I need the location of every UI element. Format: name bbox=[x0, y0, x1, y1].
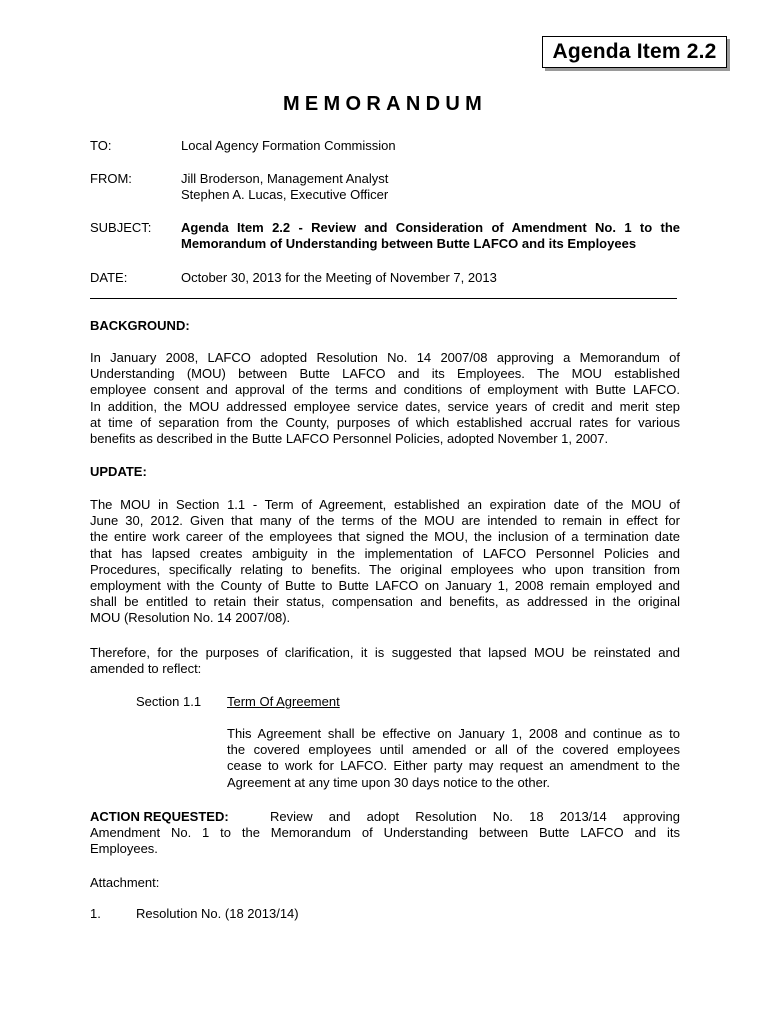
from-line: Jill Broderson, Management Analyst bbox=[181, 171, 389, 186]
paragraph-line: Agreement at any time upon 30 days notice to the other. bbox=[227, 774, 551, 790]
update-heading: UPDATE: bbox=[90, 464, 147, 479]
paragraph-line: MOU (Resolution No. 14 2007/08). bbox=[90, 610, 291, 626]
paragraph-line: that has lapsed creates ambiguity in the implementation of LAFCO Personnel Policies and bbox=[90, 545, 680, 561]
paragraph-line: employment with the County of Butte to Butte LAFCO on January 1, 2008 remain employed and bbox=[90, 578, 680, 594]
paragraph-line: In January 2008, LAFCO adopted Resolution No. 14 2007/08 approving a Memorandum of bbox=[90, 350, 680, 365]
paragraph-line: Understanding (MOU) between Butte LAFCO and its Employees. The MOU established bbox=[90, 366, 680, 382]
agenda-item-badge: Agenda Item 2.2 bbox=[542, 36, 727, 68]
from-value bbox=[181, 171, 680, 203]
background-paragraph bbox=[90, 350, 680, 447]
section-label: Section 1.1 bbox=[136, 694, 202, 709]
header-divider bbox=[90, 298, 677, 299]
paragraph-line: at time of separation from the County, purposes of which established accrual rates for various bbox=[90, 414, 680, 430]
therefore-paragraph bbox=[90, 645, 680, 677]
section-paragraph bbox=[227, 726, 680, 791]
attachment-label: Attachment: bbox=[90, 875, 160, 890]
section-title: Term Of Agreement bbox=[227, 694, 340, 709]
date-value: October 30, 2013 for the Meeting of November 7, 2013 bbox=[181, 270, 497, 285]
action-label: ACTION REQUESTED: bbox=[90, 809, 229, 824]
paragraph-line: Amendment No. 1 to the Memorandum of Understanding between Butte LAFCO and its bbox=[90, 825, 680, 841]
paragraph-line: the entire work career of the employees that signed the MOU, the inclusion of a termination date bbox=[90, 529, 680, 545]
paragraph-line: Procedures, specifically relating to benefits. The original employees who upon transition from bbox=[90, 561, 680, 577]
paragraph-line: amended to reflect: bbox=[90, 661, 202, 677]
paragraph-line: employee consent and approval of the terms and conditions of employment with Butte LAFCO. bbox=[90, 382, 680, 398]
paragraph-line: June 30, 2012. Given that many of the terms of the MOU are intended to remain in effect for bbox=[90, 513, 680, 529]
date-label: DATE: bbox=[90, 270, 128, 285]
to-label: TO: bbox=[90, 138, 112, 153]
subject-label: SUBJECT: bbox=[90, 220, 152, 235]
attachment-item-text: Resolution No. (18 2013/14) bbox=[136, 906, 299, 921]
action-line-rest: Review and adopt Resolution No. 18 2013/14 approving bbox=[270, 809, 680, 824]
paragraph-line: In addition, the MOU addressed employee service dates, service years of credit and merit step bbox=[90, 398, 680, 414]
background-heading: BACKGROUND: bbox=[90, 318, 190, 333]
paragraph-line: Employees. bbox=[90, 841, 158, 857]
subject-line: Agenda Item 2.2 - Review and Consideration of Amendment No. 1 to the bbox=[181, 220, 680, 235]
attachment-item-number: 1. bbox=[90, 906, 101, 921]
paragraph-line: the covered employees until amended or all of the covered employees bbox=[227, 742, 680, 758]
subject-line: Memorandum of Understanding between Butte LAFCO and its Employees bbox=[181, 236, 637, 251]
update-paragraph bbox=[90, 497, 680, 627]
paragraph-line: benefits as described in the Butte LAFCO Personnel Policies, adopted November 1, 2007. bbox=[90, 431, 609, 447]
action-line bbox=[90, 809, 680, 825]
paragraph-line: shall be entitled to retain their status, compensation and benefits, as addressed in the original bbox=[90, 594, 680, 610]
action-requested-paragraph bbox=[90, 809, 680, 858]
to-value: Local Agency Formation Commission bbox=[181, 138, 396, 153]
memo-title: MEMORANDUM bbox=[282, 93, 488, 115]
paragraph-line: This Agreement shall be effective on January 1, 2008 and continue as to bbox=[227, 726, 680, 741]
paragraph-line: The MOU in Section 1.1 - Term of Agreement, established an expiration date of the MOU of bbox=[90, 497, 680, 512]
subject-value bbox=[181, 220, 680, 252]
from-line: Stephen A. Lucas, Executive Officer bbox=[181, 187, 389, 202]
paragraph-line: Therefore, for the purposes of clarification, it is suggested that lapsed MOU be reinstated and bbox=[90, 645, 680, 660]
from-label: FROM: bbox=[90, 171, 132, 186]
paragraph-line: cease to work for LAFCO. Either party may request an amendment to the bbox=[227, 758, 680, 774]
